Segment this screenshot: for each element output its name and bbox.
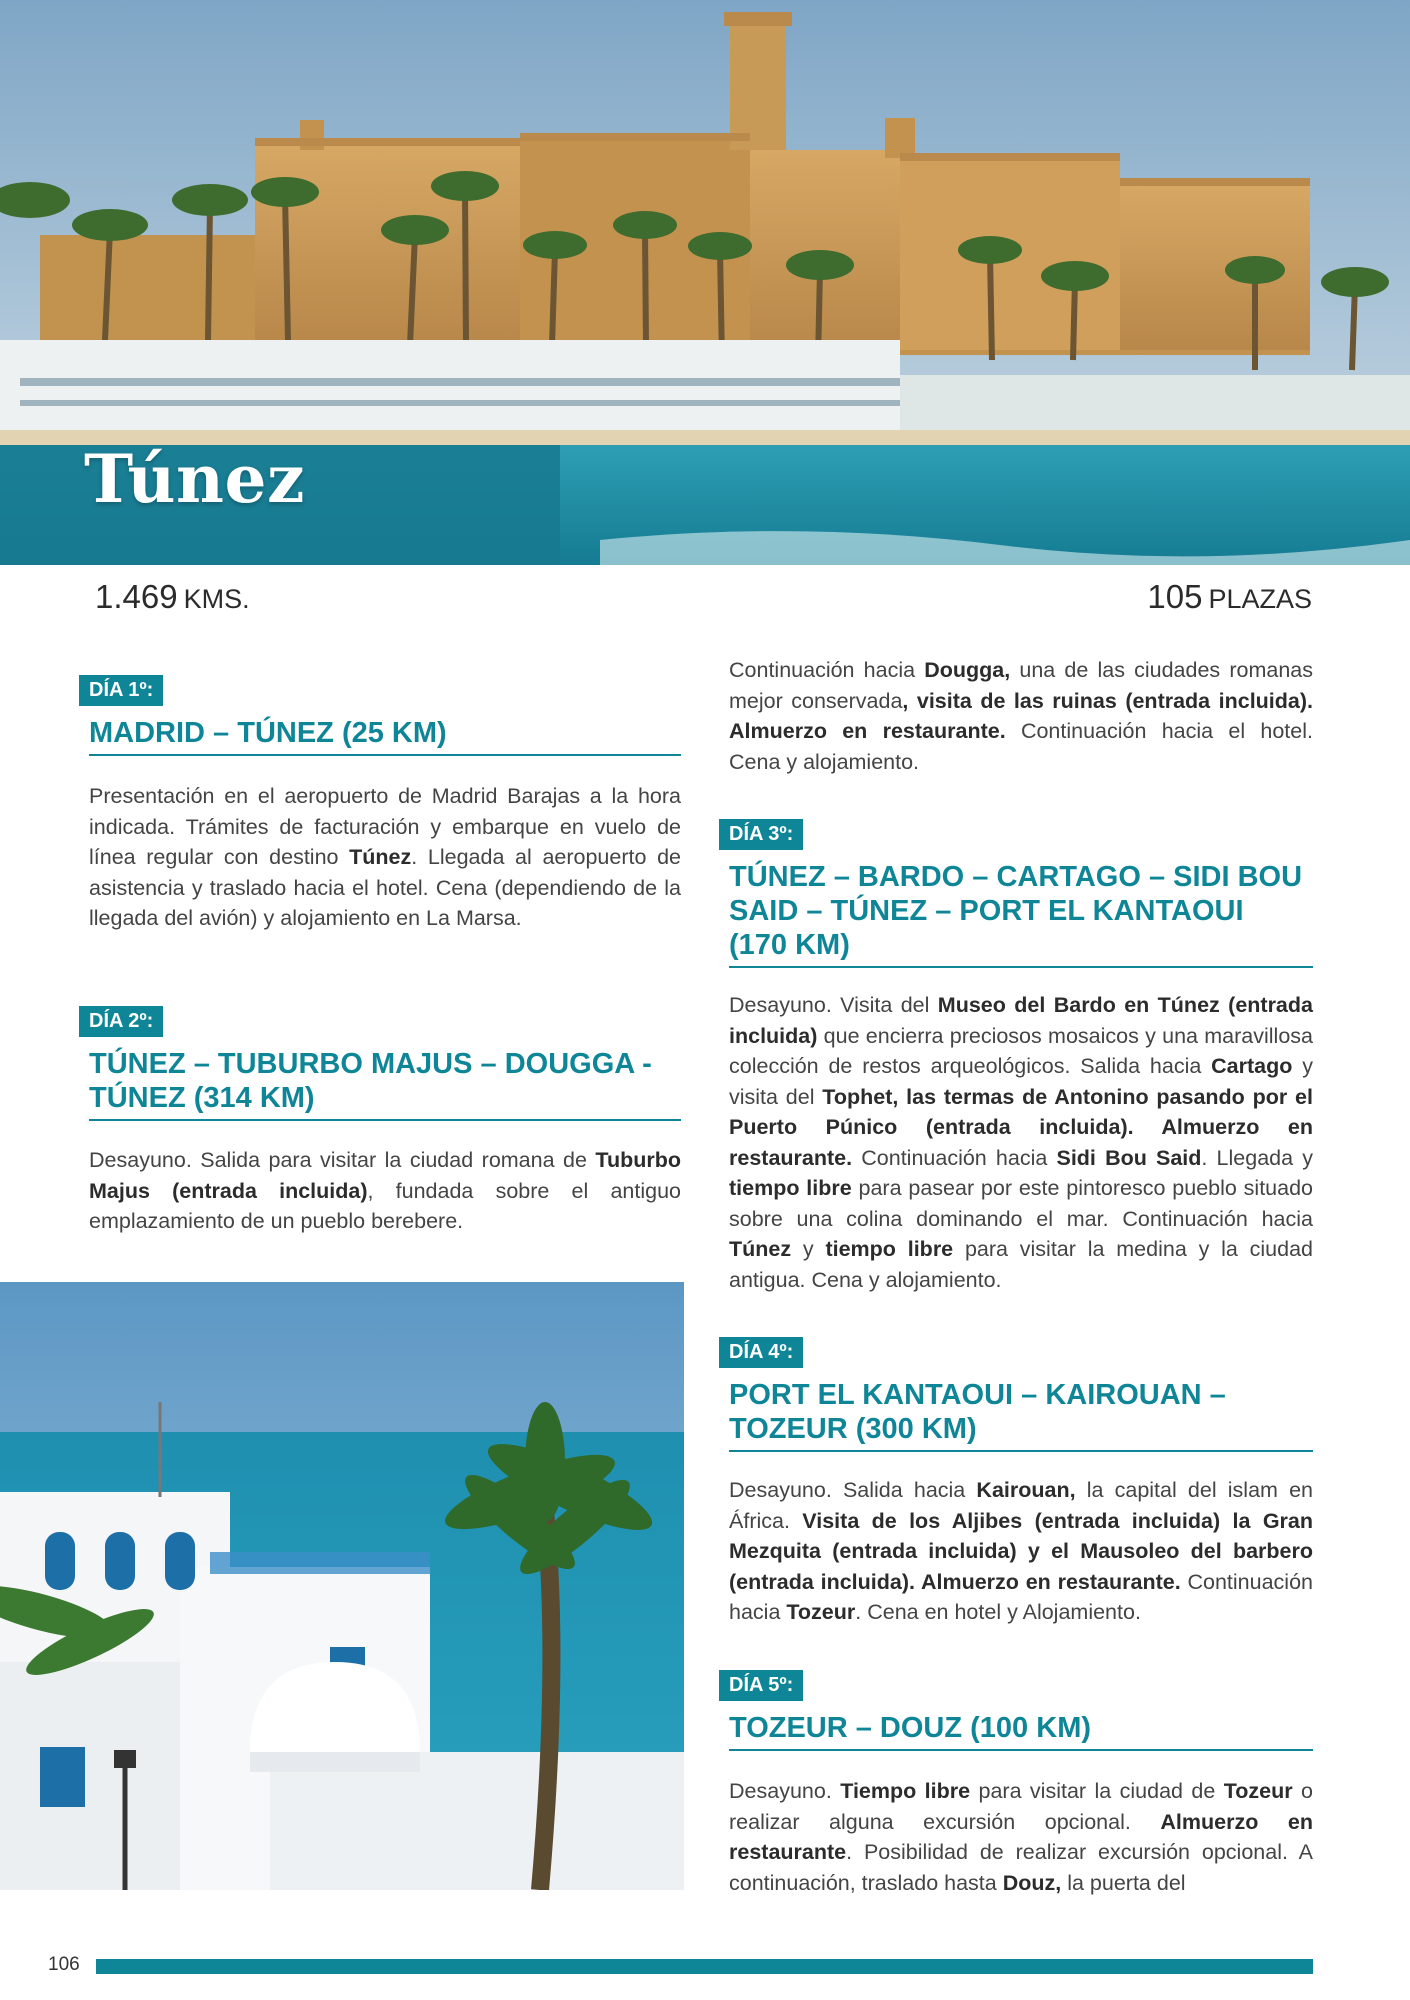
text-run: Desayuno. Visita del: [729, 993, 938, 1017]
bold-text: Cartago: [1211, 1054, 1293, 1078]
bold-text: tiempo libre: [825, 1237, 954, 1261]
bold-text: Túnez: [349, 845, 412, 869]
distance-value: 1.469: [95, 578, 178, 615]
text-run: Desayuno.: [729, 1779, 841, 1803]
bold-text: tiempo libre: [729, 1176, 852, 1200]
day-5-badge: DÍA 5º:: [719, 1670, 803, 1701]
bold-text: Douz,: [1002, 1870, 1062, 1895]
text-run: . Llegada y: [1201, 1145, 1313, 1170]
day-5-title-line: TOZEUR – DOUZ (100 KM): [729, 1712, 1092, 1744]
day-2-title-line: TÚNEZ – TUBURBO MAJUS – DOUGGA -: [89, 1048, 652, 1080]
bold-text: Museo del Bardo en Túnez (entrada incluida): [729, 993, 1313, 1048]
text-run: la puerta del: [1061, 1870, 1186, 1895]
text-run: que encierra preciosos mosaicos y una maravillosa colección de restos arqueológicos. Salida hacia: [729, 1023, 1313, 1078]
text-run: , fundada sobre el antiguo emplazamiento de un pueblo berebere.: [89, 1178, 681, 1233]
text-run: y: [791, 1237, 826, 1261]
day-1-description: [89, 781, 681, 934]
page-title: Túnez: [84, 440, 305, 518]
seats-stat: [1147, 578, 1312, 616]
bold-text: Tophet, las termas de Antonino pasando por el Puerto Púnico (entrada incluida). Almuerzo en restaurante.: [729, 1084, 1313, 1170]
footer-bar: [96, 1959, 1313, 1974]
day-5-description: [729, 1776, 1313, 1898]
text-run: para visitar la medina y la ciudad antigua. Cena y alojamiento.: [729, 1237, 1314, 1292]
day-3-title-line: TÚNEZ – BARDO – CARTAGO – SIDI BOU: [729, 861, 1303, 893]
day-3-badge: DÍA 3º:: [719, 819, 803, 850]
day-2-continuation: [729, 655, 1313, 777]
bold-text: Almuerzo en restaurante: [729, 1809, 1313, 1864]
day-1-title-line: MADRID – TÚNEZ (25 KM): [89, 717, 447, 749]
text-run: la capital del islam en África.: [729, 1478, 1314, 1533]
day-1-badge: DÍA 1º:: [79, 675, 163, 706]
text-run: . Llegada al aeropuerto de asistencia y traslado hacia el hotel. Cena (dependiendo de la llegada del avión) y alojamiento en La Marsa.: [89, 845, 682, 930]
day-5-title: [729, 1711, 1313, 1751]
text-run: Continuación hacia el hotel. Cena y alojamiento.: [729, 719, 1313, 774]
day-4-title: [729, 1378, 1313, 1452]
text-run: Continuación hacia: [729, 658, 925, 682]
bold-text: Kairouan,: [976, 1478, 1076, 1502]
bold-text: Túnez: [729, 1237, 792, 1261]
bold-text: , visita de las ruinas (entrada incluida). Almuerzo en restaurante.: [729, 688, 1313, 743]
bold-text: Tiempo libre: [840, 1779, 971, 1803]
day-1-title: [89, 716, 681, 756]
bold-text: Sidi Bou Said: [1056, 1145, 1202, 1170]
day-2-title: [89, 1047, 681, 1121]
day-3-title-line: SAID – TÚNEZ – PORT EL KANTAOUI: [729, 895, 1244, 927]
text-run: Continuación hacia: [729, 1569, 1313, 1624]
text-run: Desayuno. Salida hacia: [729, 1478, 977, 1502]
seats-unit: PLAZAS: [1208, 584, 1312, 614]
day-2-description: [89, 1145, 681, 1237]
text-run: Desayuno. Salida para visitar la ciudad romana de: [89, 1148, 596, 1172]
bold-text: Tozeur: [786, 1600, 856, 1624]
text-run: para visitar la ciudad de: [970, 1779, 1224, 1803]
bold-text: Tozeur: [1223, 1779, 1293, 1803]
text-run: para pasear por este pintoresco pueblo situado sobre una colina dominando el mar. Continuación hacia: [729, 1176, 1313, 1231]
distance-stat: [95, 578, 250, 616]
sidi-bou-said-photo: [0, 1282, 684, 1890]
day-3-title-line: (170 KM): [729, 929, 850, 961]
day-3-title: [729, 860, 1313, 968]
text-run: una de las ciudades romanas mejor conservada: [729, 658, 1313, 713]
day-4-title-line: PORT EL KANTAOUI – KAIROUAN –: [729, 1379, 1226, 1411]
coastal-village-image: [0, 1282, 684, 1890]
text-run: Continuación hacia: [852, 1145, 1057, 1170]
text-run: o realizar alguna excursión opcional.: [729, 1779, 1313, 1834]
text-run: . Posibilidad de realizar excursión opcional. A continuación, traslado hasta: [729, 1840, 1313, 1895]
day-2-title-line: TÚNEZ (314 KM): [89, 1082, 315, 1114]
bold-text: Tuburbo Majus (entrada incluida): [89, 1148, 681, 1203]
bold-text: Dougga,: [924, 658, 1011, 682]
text-run: Presentación en el aeropuerto de Madrid Barajas a la hora indicada. Trámites de facturación y embarque en vuelo de línea regular con destino: [89, 784, 681, 869]
page-number: 106: [48, 1954, 80, 1975]
distance-unit: KMS.: [183, 584, 250, 614]
day-3-description: [729, 990, 1313, 1295]
seats-value: 105: [1147, 578, 1203, 615]
day-4-badge: DÍA 4º:: [719, 1337, 803, 1368]
bold-text: Visita de los Aljibes (entrada incluida) la Gran Mezquita (entrada incluida) y el Mausoleo del barbero (entrada incluida). Almuerzo en restaurante.: [729, 1508, 1313, 1594]
day-4-title-line: TOZEUR (300 KM): [729, 1413, 977, 1445]
day-2-badge: DÍA 2º:: [79, 1006, 163, 1037]
text-run: . Cena en hotel y Alojamiento.: [855, 1600, 1141, 1624]
text-run: y visita del: [729, 1054, 1313, 1109]
day-4-description: [729, 1475, 1313, 1628]
hero-banner: [0, 0, 1410, 565]
